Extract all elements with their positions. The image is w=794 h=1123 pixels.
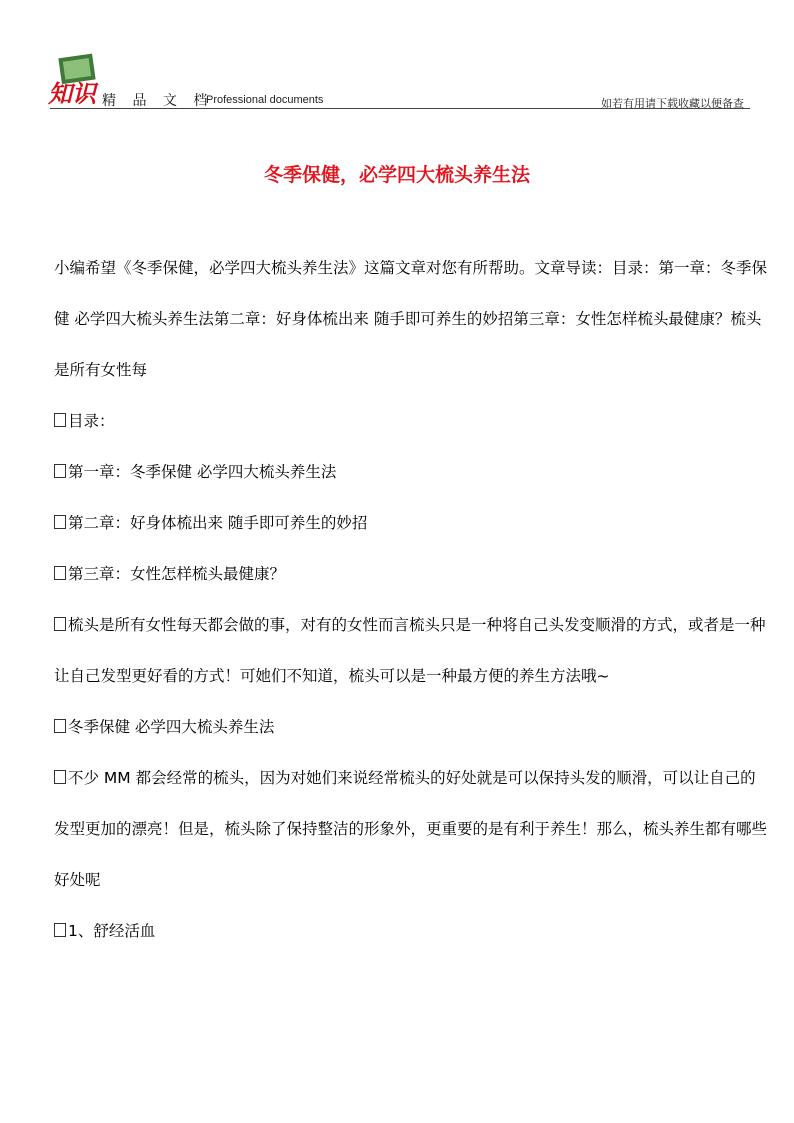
logo-text: 知识: [48, 79, 96, 108]
checkbox-glyph-icon: [54, 566, 66, 580]
checkbox-glyph-icon: [54, 719, 66, 733]
checkbox-glyph-icon: [54, 413, 66, 427]
paragraph: [54, 549, 770, 600]
header-note: 如若有用请下载收藏以便备查: [601, 97, 744, 110]
paragraph: [54, 498, 770, 549]
paragraph-text: 第三章：女性怎样梳头最健康？: [68, 565, 286, 583]
intro-paragraph: [54, 243, 770, 396]
document-title: 冬季保健，必学四大梳头养生法: [263, 164, 530, 186]
checkbox-glyph-icon: [54, 464, 66, 478]
header-divider: [50, 108, 750, 109]
paragraph-text: 梳头是所有女性每天都会做的事，对有的女性而言梳头只是一种将自己头发变顺滑的方式，或者是一种让自己发型更好看的方式！可她们不知道，梳头可以是一种最方便的养生方法哦~: [54, 616, 766, 685]
paragraph-text: 冬季保健 必学四大梳头养生法: [68, 718, 275, 736]
paragraph: [54, 753, 770, 906]
checkbox-glyph-icon: [54, 617, 66, 631]
paragraph-text: 第一章：冬季保健 必学四大梳头养生法: [68, 463, 337, 481]
paragraph: [54, 600, 770, 702]
paragraph: [54, 396, 770, 447]
paragraph-text: 小编希望《冬季保健，必学四大梳头养生法》这篇文章对您有所帮助。文章导读：目录：第一章：冬季保健 必学四大梳头养生法第二章：好身体梳出来 随手即可养生的妙招第三章：女性怎样梳头最健康？梳头是所有女性每: [54, 259, 768, 379]
brand-english-label: Professional documents: [206, 94, 324, 106]
book-logo-icon: [46, 52, 104, 108]
paragraph: [54, 447, 770, 498]
checkbox-glyph-icon: [54, 515, 66, 529]
checkbox-glyph-icon: [54, 770, 66, 784]
paragraph-text: 1、舒经活血: [68, 922, 156, 940]
page-header: [46, 52, 752, 112]
checkbox-glyph-icon: [54, 923, 66, 937]
document-body: [54, 243, 770, 957]
paragraph: [54, 702, 770, 753]
paragraph-text: 目录：: [68, 412, 115, 430]
brand-label: 精 品 文 档: [102, 93, 214, 109]
paragraph-text: 第二章：好身体梳出来 随手即可养生的妙招: [68, 514, 368, 532]
paragraph-text: 不少 MM 都会经常的梳头，因为对她们来说经常梳头的好处就是可以保持头发的顺滑，可以让自己的发型更加的漂亮！但是，梳头除了保持整洁的形象外，更重要的是有利于养生！那么，梳头养生都有哪些好处呢: [54, 769, 768, 889]
paragraph: [54, 906, 770, 957]
